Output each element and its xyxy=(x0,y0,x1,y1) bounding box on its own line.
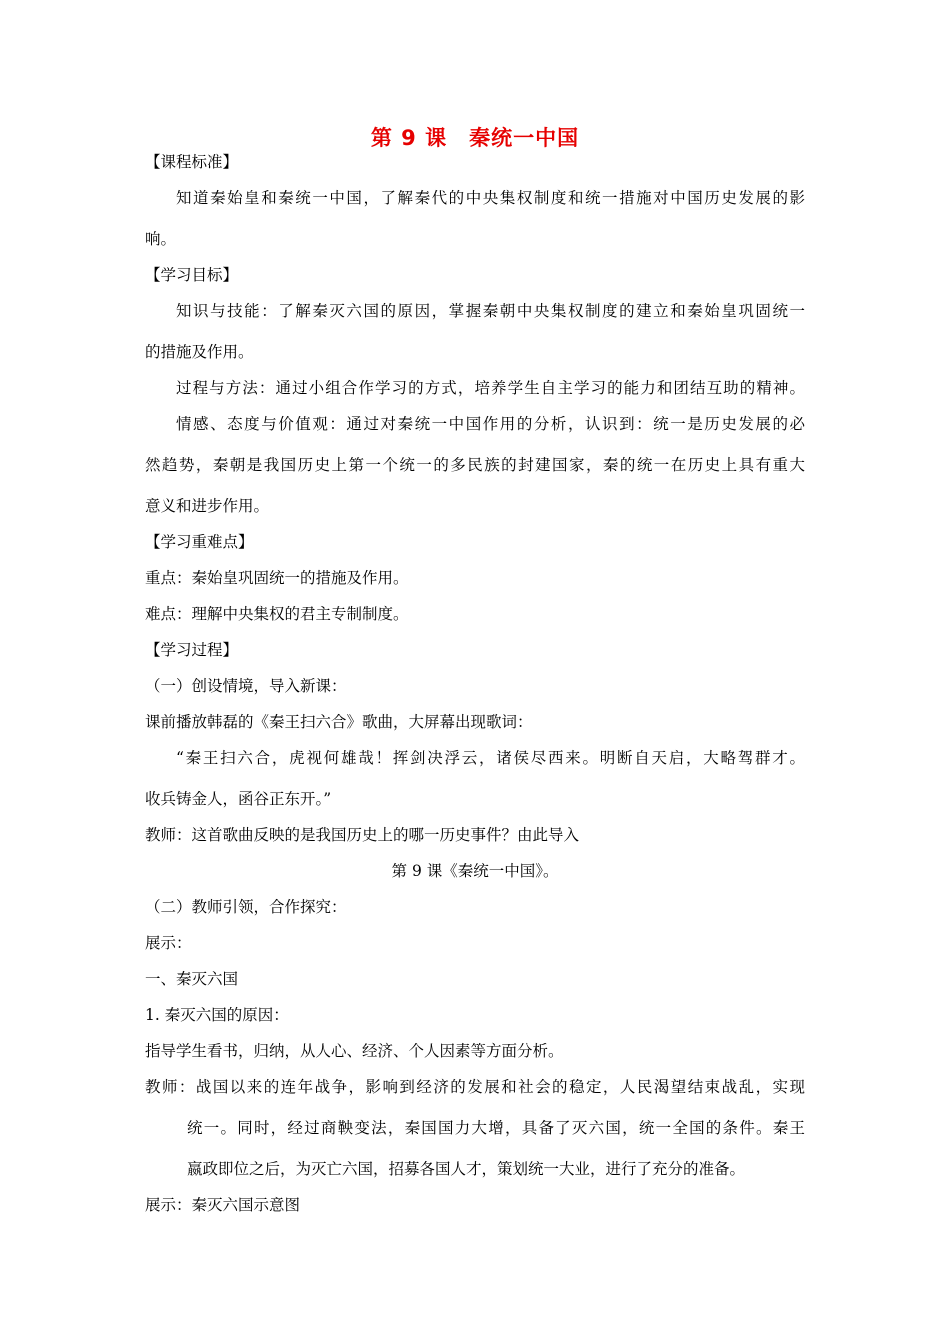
subsection-item: 1. 秦灭六国的原因： xyxy=(145,1006,289,1024)
section-heading-learning-process: 【学习过程】 xyxy=(145,641,239,659)
section-heading-learning-goals: 【学习目标】 xyxy=(145,266,239,284)
paragraph-line: 展示： xyxy=(145,934,192,952)
paragraph-line: 情感、态度与价值观：通过对秦统一中国作用的分析，认识到：统一是历史发展的必 xyxy=(176,415,805,433)
subsection-heading: 一、秦灭六国 xyxy=(145,970,239,988)
paragraph-line: 过程与方法：通过小组合作学习的方式，培养学生自主学习的能力和团结互助的精神。 xyxy=(176,379,805,397)
paragraph-line: 知识与技能：了解秦灭六国的原因，掌握秦朝中央集权制度的建立和秦始皇巩固统一 xyxy=(176,302,805,320)
paragraph-line: 的措施及作用。 xyxy=(145,343,254,361)
paragraph-line: 指导学生看书，归纳，从人心、经济、个人因素等方面分析。 xyxy=(145,1042,564,1060)
section-heading-course-standard: 【课程标准】 xyxy=(145,153,239,171)
paragraph-line: 难点：理解中央集权的君主专制制度。 xyxy=(145,605,409,623)
lyrics-line: 收兵铸金人，函谷正东开。” xyxy=(145,790,332,808)
paragraph-line: （一）创设情境，导入新课： xyxy=(145,677,347,695)
paragraph-line: 统一。同时，经过商鞅变法，秦国国力大增，具备了灭六国，统一全国的条件。秦王 xyxy=(187,1119,805,1137)
paragraph-line: 教师：这首歌曲反映的是我国历史上的哪一历史事件？由此导入 xyxy=(145,826,580,844)
paragraph-line: 嬴政即位之后，为灭亡六国，招募各国人才，策划统一大业，进行了充分的准备。 xyxy=(187,1160,746,1178)
paragraph-line: 课前播放韩磊的《秦王扫六合》歌曲，大屏幕出现歌词： xyxy=(145,713,533,731)
paragraph-line: （二）教师引领，合作探究： xyxy=(145,898,347,916)
paragraph-line: 教师：战国以来的连年战争，影响到经济的发展和社会的稳定，人民渴望结束战乱，实现 xyxy=(145,1078,805,1096)
paragraph-line: 然趋势，秦朝是我国历史上第一个统一的多民族的封建国家，秦的统一在历史上具有重大 xyxy=(145,456,805,474)
section-heading-key-points: 【学习重难点】 xyxy=(145,533,254,551)
paragraph-line: 重点：秦始皇巩固统一的措施及作用。 xyxy=(145,569,409,587)
paragraph-line: 知道秦始皇和秦统一中国，了解秦代的中央集权制度和统一措施对中国历史发展的影 xyxy=(176,189,805,207)
lesson-title: 第 9 课 秦统一中国 xyxy=(370,126,580,150)
paragraph-line: 响。 xyxy=(145,230,177,248)
lesson-reference-line: 第 9 课《秦统一中国》。 xyxy=(391,862,559,880)
lyrics-line: “秦王扫六合，虎视何雄哉！挥剑决浮云，诸侯尽西来。明断自天启，大略驾群才。 xyxy=(176,749,805,767)
paragraph-line: 展示：秦灭六国示意图 xyxy=(145,1196,301,1214)
paragraph-line: 意义和进步作用。 xyxy=(145,497,270,515)
